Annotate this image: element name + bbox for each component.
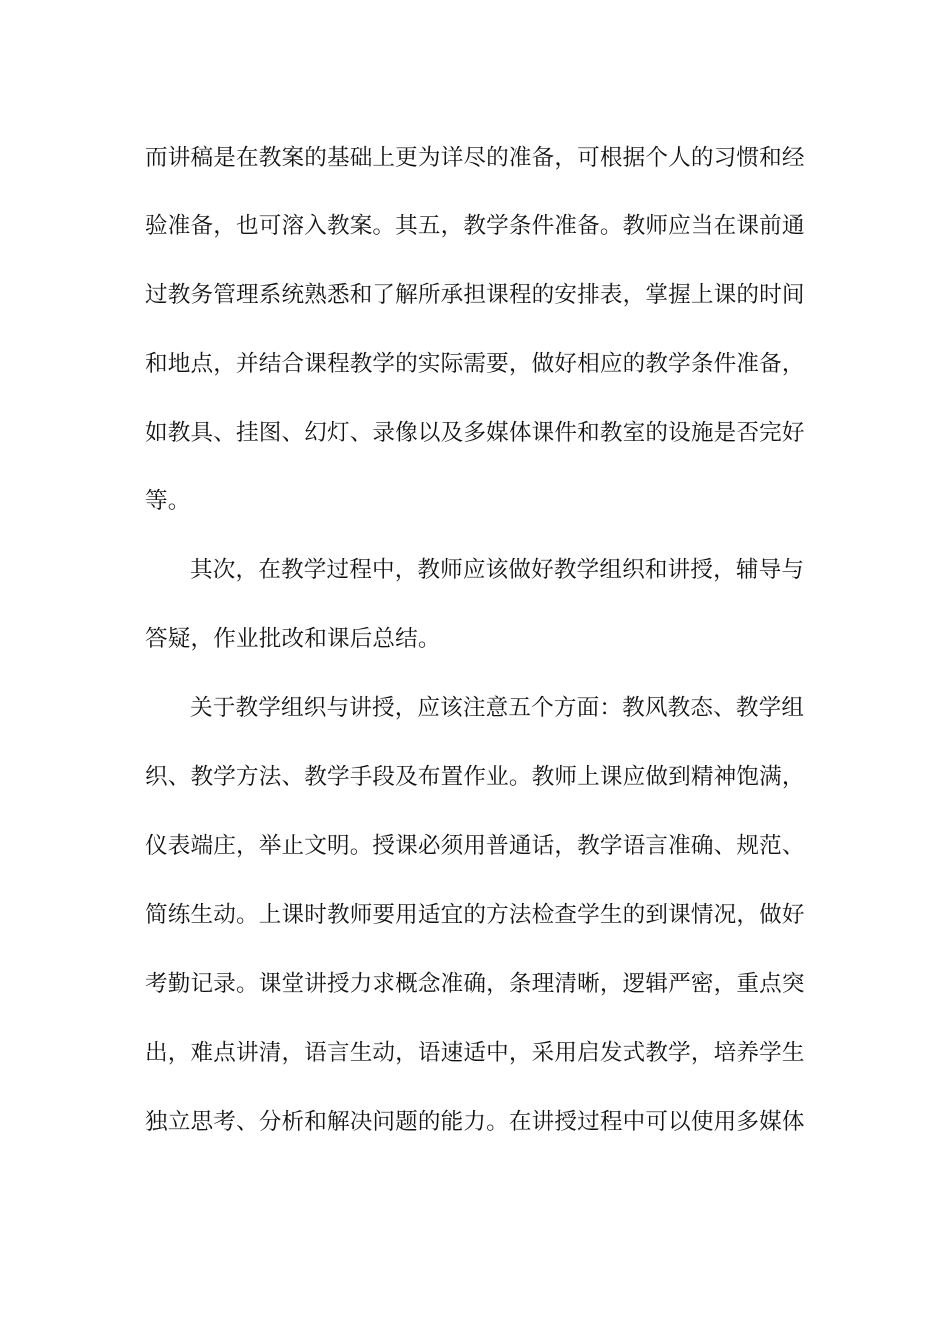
text-line: 独立思考、分析和解决问题的能力。在讲授过程中可以使用多媒体 — [145, 1109, 805, 1135]
text-line: 仪表端庄，举止文明。授课必须用普通话，教学语言准确、规范、 — [145, 833, 805, 859]
text-line: 而讲稿是在教案的基础上更为详尽的准备，可根据个人的习惯和经 — [145, 145, 805, 171]
paragraph-first-line: 关于教学组织与讲授，应该注意五个方面：教风教态、教学组 — [190, 695, 805, 721]
text-line: 和地点，并结合课程教学的实际需要，做好相应的教学条件准备， — [145, 351, 805, 377]
text-line: 等。 — [145, 488, 191, 514]
text-line: 出，难点讲清，语言生动，语速适中，采用启发式教学，培养学生 — [145, 1040, 805, 1066]
text-line: 验准备，也可溶入教案。其五，教学条件准备。教师应当在课前通 — [145, 213, 805, 239]
text-line: 考勤记录。课堂讲授力求概念准确，条理清晰，逻辑严密，重点突 — [145, 971, 805, 997]
text-line: 简练生动。上课时教师要用适宜的方法检查学生的到课情况，做好 — [145, 902, 805, 928]
paragraph-first-line: 其次，在教学过程中，教师应该做好教学组织和讲授，辅导与 — [190, 557, 805, 583]
text-line: 织、教学方法、教学手段及布置作业。教师上课应做到精神饱满， — [145, 764, 805, 790]
text-line: 答疑，作业批改和课后总结。 — [145, 626, 441, 652]
text-line: 如教具、挂图、幻灯、录像以及多媒体课件和教室的设施是否完好 — [145, 420, 805, 446]
text-line: 过教务管理系统熟悉和了解所承担课程的安排表，掌握上课的时间 — [145, 282, 805, 308]
